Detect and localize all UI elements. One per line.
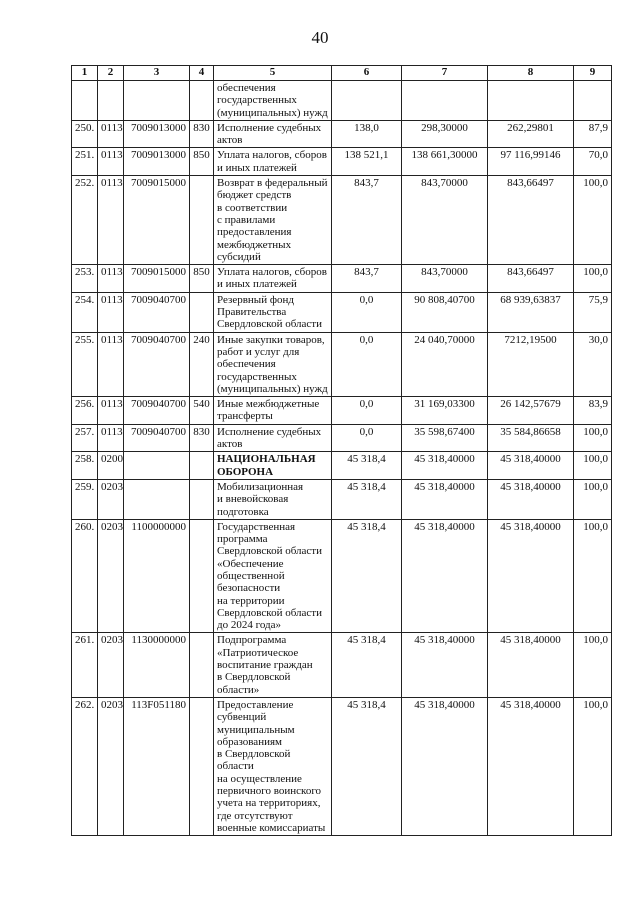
table-row bbox=[72, 424, 612, 452]
section-code: 0113 bbox=[98, 176, 124, 265]
section-code: 0200 bbox=[98, 452, 124, 480]
value-col8: 35 584,86658 bbox=[488, 424, 574, 452]
value-col7: 138 661,30000 bbox=[402, 148, 488, 176]
expense-type bbox=[190, 479, 214, 519]
percent-col9: 75,9 bbox=[574, 292, 612, 332]
value-col7: 31 169,03300 bbox=[402, 397, 488, 425]
item-name: Уплата налогов, сборов и иных платежей bbox=[214, 265, 332, 293]
expense-type bbox=[190, 519, 214, 633]
article-code: 7009040700 bbox=[124, 332, 190, 396]
item-name: Иные межбюджетные трансферты bbox=[214, 397, 332, 425]
article-code bbox=[124, 81, 190, 121]
value-col7: 90 808,40700 bbox=[402, 292, 488, 332]
article-code: 7009040700 bbox=[124, 397, 190, 425]
table-row bbox=[72, 120, 612, 148]
percent-col9: 100,0 bbox=[574, 633, 612, 697]
percent-col9: 100,0 bbox=[574, 265, 612, 293]
percent-col9: 70,0 bbox=[574, 148, 612, 176]
value-col7 bbox=[402, 81, 488, 121]
table-row bbox=[72, 519, 612, 633]
section-code bbox=[98, 81, 124, 121]
row-number: 253. bbox=[72, 265, 98, 293]
section-code: 0113 bbox=[98, 120, 124, 148]
value-col7: 45 318,40000 bbox=[402, 452, 488, 480]
value-col7: 843,70000 bbox=[402, 265, 488, 293]
item-name: Предоставление субвенций муниципальным образованиям в Свердловской области на осуществление первичного воинского учета на территориях, где отсутствуют военные комиссариаты bbox=[214, 697, 332, 835]
value-col8: 68 939,63837 bbox=[488, 292, 574, 332]
section-code: 0203 bbox=[98, 697, 124, 835]
section-code: 0113 bbox=[98, 292, 124, 332]
value-col8: 45 318,40000 bbox=[488, 697, 574, 835]
percent-col9: 100,0 bbox=[574, 176, 612, 265]
item-name: обеспечения государственных (муниципальных) нужд bbox=[214, 81, 332, 121]
value-col8: 45 318,40000 bbox=[488, 479, 574, 519]
value-col6: 138,0 bbox=[332, 120, 402, 148]
value-col7: 298,30000 bbox=[402, 120, 488, 148]
section-code: 0113 bbox=[98, 265, 124, 293]
col-header-8: 8 bbox=[488, 66, 574, 81]
expense-type: 830 bbox=[190, 120, 214, 148]
value-col8: 45 318,40000 bbox=[488, 519, 574, 633]
value-col6: 0,0 bbox=[332, 332, 402, 396]
row-number: 262. bbox=[72, 697, 98, 835]
table-row bbox=[72, 176, 612, 265]
value-col8: 97 116,99146 bbox=[488, 148, 574, 176]
col-header-4: 4 bbox=[190, 66, 214, 81]
value-col7: 35 598,67400 bbox=[402, 424, 488, 452]
row-number: 259. bbox=[72, 479, 98, 519]
percent-col9: 100,0 bbox=[574, 697, 612, 835]
value-col6: 843,7 bbox=[332, 265, 402, 293]
expense-type bbox=[190, 452, 214, 480]
section-code: 0203 bbox=[98, 633, 124, 697]
section-code: 0113 bbox=[98, 332, 124, 396]
section-code: 0203 bbox=[98, 479, 124, 519]
value-col7: 45 318,40000 bbox=[402, 519, 488, 633]
expense-type bbox=[190, 176, 214, 265]
col-header-5: 5 bbox=[214, 66, 332, 81]
value-col6: 45 318,4 bbox=[332, 479, 402, 519]
article-code: 1100000000 bbox=[124, 519, 190, 633]
article-code bbox=[124, 479, 190, 519]
value-col6: 45 318,4 bbox=[332, 452, 402, 480]
value-col6: 843,7 bbox=[332, 176, 402, 265]
value-col8: 262,29801 bbox=[488, 120, 574, 148]
item-name: НАЦИОНАЛЬНАЯ ОБОРОНА bbox=[214, 452, 332, 480]
article-code: 7009040700 bbox=[124, 424, 190, 452]
expense-type: 850 bbox=[190, 265, 214, 293]
section-code: 0203 bbox=[98, 519, 124, 633]
percent-col9 bbox=[574, 81, 612, 121]
expense-type bbox=[190, 81, 214, 121]
section-code: 0113 bbox=[98, 397, 124, 425]
expense-type bbox=[190, 292, 214, 332]
row-number: 254. bbox=[72, 292, 98, 332]
article-code: 7009040700 bbox=[124, 292, 190, 332]
row-number: 251. bbox=[72, 148, 98, 176]
expense-type: 240 bbox=[190, 332, 214, 396]
percent-col9: 30,0 bbox=[574, 332, 612, 396]
item-name: Исполнение судебных актов bbox=[214, 424, 332, 452]
value-col6: 45 318,4 bbox=[332, 519, 402, 633]
value-col8: 45 318,40000 bbox=[488, 633, 574, 697]
article-code: 7009015000 bbox=[124, 265, 190, 293]
col-header-6: 6 bbox=[332, 66, 402, 81]
table-row bbox=[72, 148, 612, 176]
percent-col9: 83,9 bbox=[574, 397, 612, 425]
table-row bbox=[72, 332, 612, 396]
expense-type bbox=[190, 697, 214, 835]
value-col6: 45 318,4 bbox=[332, 633, 402, 697]
percent-col9: 100,0 bbox=[574, 452, 612, 480]
article-code: 7009015000 bbox=[124, 176, 190, 265]
table-row bbox=[72, 265, 612, 293]
table-row bbox=[72, 397, 612, 425]
row-number: 261. bbox=[72, 633, 98, 697]
row-number: 252. bbox=[72, 176, 98, 265]
expense-type bbox=[190, 633, 214, 697]
item-name: Уплата налогов, сборов и иных платежей bbox=[214, 148, 332, 176]
value-col8 bbox=[488, 81, 574, 121]
col-header-7: 7 bbox=[402, 66, 488, 81]
article-code: 7009013000 bbox=[124, 148, 190, 176]
percent-col9: 87,9 bbox=[574, 120, 612, 148]
expense-type: 540 bbox=[190, 397, 214, 425]
item-name: Мобилизационная и вневойсковая подготовка bbox=[214, 479, 332, 519]
row-number: 260. bbox=[72, 519, 98, 633]
table-row bbox=[72, 633, 612, 697]
expense-type: 850 bbox=[190, 148, 214, 176]
col-header-1: 1 bbox=[72, 66, 98, 81]
row-number bbox=[72, 81, 98, 121]
col-header-9: 9 bbox=[574, 66, 612, 81]
item-name: Возврат в федеральный бюджет средств в соответствии с правилами предоставления межбюджетных субсидий bbox=[214, 176, 332, 265]
col-header-3: 3 bbox=[124, 66, 190, 81]
value-col6: 0,0 bbox=[332, 424, 402, 452]
article-code: 7009013000 bbox=[124, 120, 190, 148]
value-col8: 26 142,57679 bbox=[488, 397, 574, 425]
value-col8: 45 318,40000 bbox=[488, 452, 574, 480]
item-name: Исполнение судебных актов bbox=[214, 120, 332, 148]
section-code: 0113 bbox=[98, 424, 124, 452]
percent-col9: 100,0 bbox=[574, 479, 612, 519]
header-row bbox=[72, 66, 612, 81]
value-col6: 0,0 bbox=[332, 292, 402, 332]
table-row bbox=[72, 697, 612, 835]
item-name: Иные закупки товаров, работ и услуг для обеспечения государственных (муниципальных) нужд bbox=[214, 332, 332, 396]
value-col6 bbox=[332, 81, 402, 121]
row-number: 256. bbox=[72, 397, 98, 425]
value-col8: 7212,19500 bbox=[488, 332, 574, 396]
table-row bbox=[72, 81, 612, 121]
budget-table bbox=[71, 65, 612, 836]
value-col7: 45 318,40000 bbox=[402, 633, 488, 697]
value-col6: 138 521,1 bbox=[332, 148, 402, 176]
value-col7: 45 318,40000 bbox=[402, 697, 488, 835]
article-code: 113F051180 bbox=[124, 697, 190, 835]
table-row bbox=[72, 292, 612, 332]
value-col7: 24 040,70000 bbox=[402, 332, 488, 396]
value-col6: 0,0 bbox=[332, 397, 402, 425]
table-row bbox=[72, 479, 612, 519]
value-col7: 843,70000 bbox=[402, 176, 488, 265]
value-col7: 45 318,40000 bbox=[402, 479, 488, 519]
value-col6: 45 318,4 bbox=[332, 697, 402, 835]
article-code bbox=[124, 452, 190, 480]
page-number: 40 bbox=[311, 28, 329, 47]
row-number: 255. bbox=[72, 332, 98, 396]
col-header-2: 2 bbox=[98, 66, 124, 81]
article-code: 1130000000 bbox=[124, 633, 190, 697]
row-number: 258. bbox=[72, 452, 98, 480]
row-number: 250. bbox=[72, 120, 98, 148]
value-col8: 843,66497 bbox=[488, 265, 574, 293]
section-code: 0113 bbox=[98, 148, 124, 176]
percent-col9: 100,0 bbox=[574, 424, 612, 452]
expense-type: 830 bbox=[190, 424, 214, 452]
value-col8: 843,66497 bbox=[488, 176, 574, 265]
item-name: Резервный фонд Правительства Свердловской области bbox=[214, 292, 332, 332]
item-name: Государственная программа Свердловской области «Обеспечение общественной безопасности на территории Свердловской области до 2024 года» bbox=[214, 519, 332, 633]
item-name: Подпрограмма «Патриотическое воспитание граждан в Свердловской области» bbox=[214, 633, 332, 697]
percent-col9: 100,0 bbox=[574, 519, 612, 633]
row-number: 257. bbox=[72, 424, 98, 452]
table-row bbox=[72, 452, 612, 480]
